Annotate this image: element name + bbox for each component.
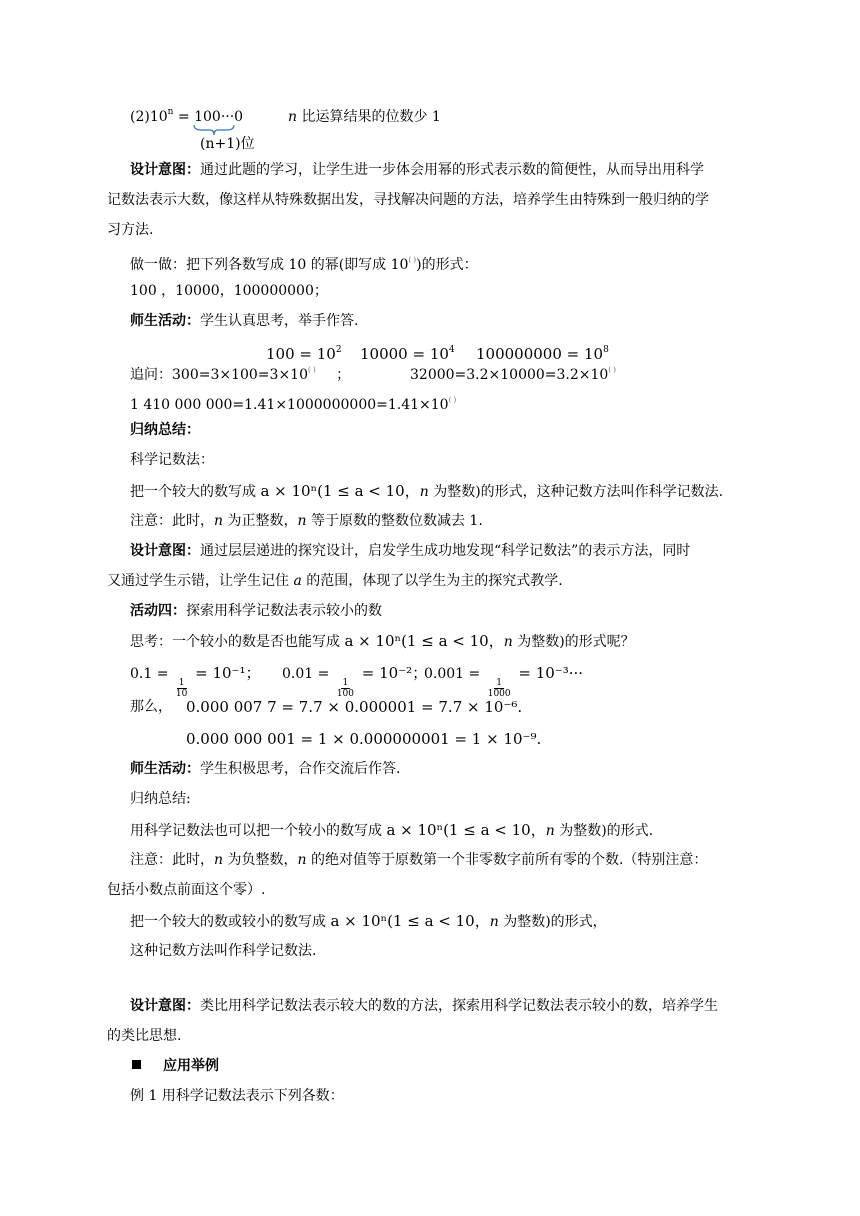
fraction-3-num: 1 (496, 678, 503, 688)
section-title: 应用举例 (163, 1058, 219, 1074)
power-3-exp: 8 (603, 345, 609, 355)
small-eq-3 (424, 663, 583, 699)
definition-2-pre: 用科学记数法也可以把一个较小的数写成 (130, 823, 387, 839)
fraction-1-den: 10 (175, 689, 188, 699)
note-2-v2: n (297, 852, 307, 868)
design-intent-1-line1 (130, 160, 704, 180)
do-it-line (130, 250, 478, 275)
design-intent-text: 通过此题的学习，让学生进一步体会用幂的形式表示数的简便性，从而导出用科学 (200, 162, 704, 178)
fraction-3 (487, 678, 512, 699)
then-eq-2: 0.000 000 001 = 1 × 0.000000001 = 1 × 10⁻⁹. (186, 730, 542, 748)
definition-3-math: a × 10ⁿ(1 ≤ a < 10， (330, 912, 490, 930)
small-eq-1-rhs: = 10⁻¹； (190, 664, 261, 682)
power-2-base: 10000 = 10 (360, 345, 449, 363)
numbers-line: 100 ，10000，100000000； (130, 283, 328, 299)
formula-eq: = (173, 109, 195, 125)
do-it-text: 做一做：把下列各数写成 10 的幂(即写成 10 (130, 257, 409, 273)
design-intent-3-line1 (130, 996, 718, 1016)
small-eq-2 (282, 663, 427, 699)
definition-2-math: a × 10ⁿ(1 ≤ a < 10， (386, 821, 546, 839)
activity-line-2 (130, 759, 400, 779)
followup-b: 32000=3.2×10000=3.2×10 (410, 367, 609, 383)
design-2-post: 的范围，体现了以学生为主的探究式教学. (301, 573, 563, 589)
power-2-exp: 4 (448, 345, 455, 355)
definition-1-var: n (419, 484, 429, 500)
design-intent-1-line3: 习方法. (107, 222, 154, 238)
think-line (130, 631, 635, 652)
power-3-base: 100000000 = 10 (476, 345, 604, 363)
big-number-sup: ( ) (448, 396, 457, 404)
note-1-v2: n (297, 513, 307, 529)
fraction-1 (175, 678, 188, 699)
activity-four-label: 活动四： (130, 603, 186, 619)
note-1-post: 等于原数的整数位数减去 1. (306, 513, 483, 529)
do-it-sup: ( ) (408, 256, 417, 264)
note-text: 比运算结果的位数少 1 (301, 109, 441, 125)
note-1-mid: 为正整数， (223, 513, 298, 529)
note-2-mid: 为负整数， (223, 852, 298, 868)
definition-3 (130, 911, 607, 932)
fraction-3-den: 1000 (487, 689, 511, 699)
formula-exponent: n (167, 107, 174, 117)
followup-a: 追问：300=3×100=3×10 (130, 367, 308, 383)
activity-line-1 (130, 311, 358, 331)
small-eq-3-rhs: = 10⁻³··· (513, 664, 584, 682)
small-eq-1-lhs: 0.1 = (130, 666, 173, 682)
sci-notation-title: 科学记数法： (130, 452, 214, 468)
activity-label: 师生活动： (130, 761, 200, 777)
definition-2 (130, 820, 653, 841)
fraction-2 (336, 678, 355, 699)
design-intent-text: 类比用科学记数法表示较大的数的方法，探索用科学记数法表示较小的数，培养学生 (200, 998, 718, 1014)
think-pre: 思考：一个较小的数是否也能写成 (130, 634, 345, 650)
square-bullet-icon (132, 1060, 141, 1069)
fraction-1-num: 1 (178, 678, 185, 688)
design-2-var: a (293, 573, 302, 589)
note-2 (130, 850, 707, 870)
formula-digits: 100···0 (194, 109, 244, 125)
followup-b-sup: ( ) (608, 366, 617, 374)
design-intent-label: 设计意图： (130, 543, 200, 559)
definition-1-post: 为整数)的形式，这种记数方法叫作科学记数法. (428, 484, 724, 500)
definition-1 (130, 481, 723, 502)
design-2-pre: 又通过学生示错，让学生记住 (107, 573, 294, 589)
followup-line (130, 360, 350, 385)
small-eq-2-lhs: 0.01 = (282, 666, 334, 682)
definition-3-post: 为整数)的形式， (498, 914, 607, 930)
definition-3-var: n (489, 914, 499, 930)
definition-2-var: n (545, 823, 555, 839)
power-1-exp: 2 (335, 345, 342, 355)
power-1-base: 100 = 10 (266, 345, 336, 363)
fraction-2-den: 100 (336, 689, 354, 699)
note-2-v1: n (214, 852, 224, 868)
then-eq-1: 0.000 007 7 = 7.7 × 0.000001 = 7.7 × 10⁻⁶. (186, 698, 523, 716)
design-intent-2-line1 (130, 541, 690, 561)
note-1-v1: n (214, 513, 224, 529)
design-intent-1-line2: 记数法表示大数，像这样从特殊数据出发，寻找解决问题的方法，培养学生由特殊到一般归纳的学 (107, 192, 709, 208)
summary-heading-2: 归纳总结: (130, 791, 191, 807)
activity-text: 学生认真思考，举手作答. (200, 313, 359, 329)
section-heading (132, 1056, 219, 1076)
definition-1-pre: 把一个较大的数写成 (130, 484, 261, 500)
design-intent-label: 设计意图： (130, 998, 200, 1014)
formula-line (130, 102, 441, 127)
small-eq-3-lhs: 0.001 = (424, 666, 485, 682)
followup-a-sup: ( ) (308, 366, 316, 374)
formula-prefix: (2)10 (130, 109, 168, 125)
note-1 (130, 511, 483, 531)
big-number-line (130, 390, 456, 415)
definition-2-post: 为整数)的形式. (554, 823, 654, 839)
note-2-pre: 注意：此时， (130, 852, 214, 868)
think-math: a × 10ⁿ(1 ≤ a < 10， (344, 632, 504, 650)
fraction-2-num: 1 (342, 678, 349, 688)
activity-four-heading (130, 601, 382, 621)
big-number-text: 1 410 000 000=1.41×1000000000=1.41×10 (130, 397, 449, 413)
note-2-post: 的绝对值等于原数第一个非零数字前所有零的个数.（特别注意： (306, 852, 708, 868)
definition-1-math: a × 10ⁿ(1 ≤ a < 10， (260, 482, 420, 500)
example-1: 例 1 用科学记数法表示下列各数： (130, 1088, 344, 1104)
followup-b-line (410, 360, 616, 385)
think-var: n (503, 634, 513, 650)
note-var: n (287, 109, 298, 125)
design-intent-2-line2 (107, 571, 563, 591)
small-eq-2-rhs: = 10⁻²； (357, 664, 428, 682)
design-intent-3-line2: 的类比思想. (107, 1028, 182, 1044)
definition-3-pre: 把一个较大的数或较小的数写成 (130, 914, 331, 930)
design-intent-label: 设计意图： (130, 162, 200, 178)
activity-four-text: 探索用科学记数法表示较小的数 (186, 603, 382, 619)
think-post: 为整数)的形式呢？ (512, 634, 635, 650)
brace-label: (n+1)位 (200, 136, 255, 152)
design-intent-text: 通过层层递进的探究设计，启发学生成功地发现“科学记数法”的表示方法，同时 (200, 543, 691, 559)
activity-label: 师生活动： (130, 313, 200, 329)
then-label: 那么， (130, 699, 172, 715)
summary-heading-1: 归纳总结： (130, 422, 200, 438)
definition-3-line2: 这种记数方法叫作科学记数法. (130, 943, 317, 959)
note-1-pre: 注意：此时， (130, 513, 214, 529)
note-2-line2: 包括小数点前面这个零）. (107, 882, 266, 898)
small-eq-1 (130, 663, 260, 699)
followup-sep: ； (336, 367, 351, 383)
do-it-after: )的形式： (416, 257, 478, 273)
activity-text: 学生积极思考，合作交流后作答. (200, 761, 401, 777)
